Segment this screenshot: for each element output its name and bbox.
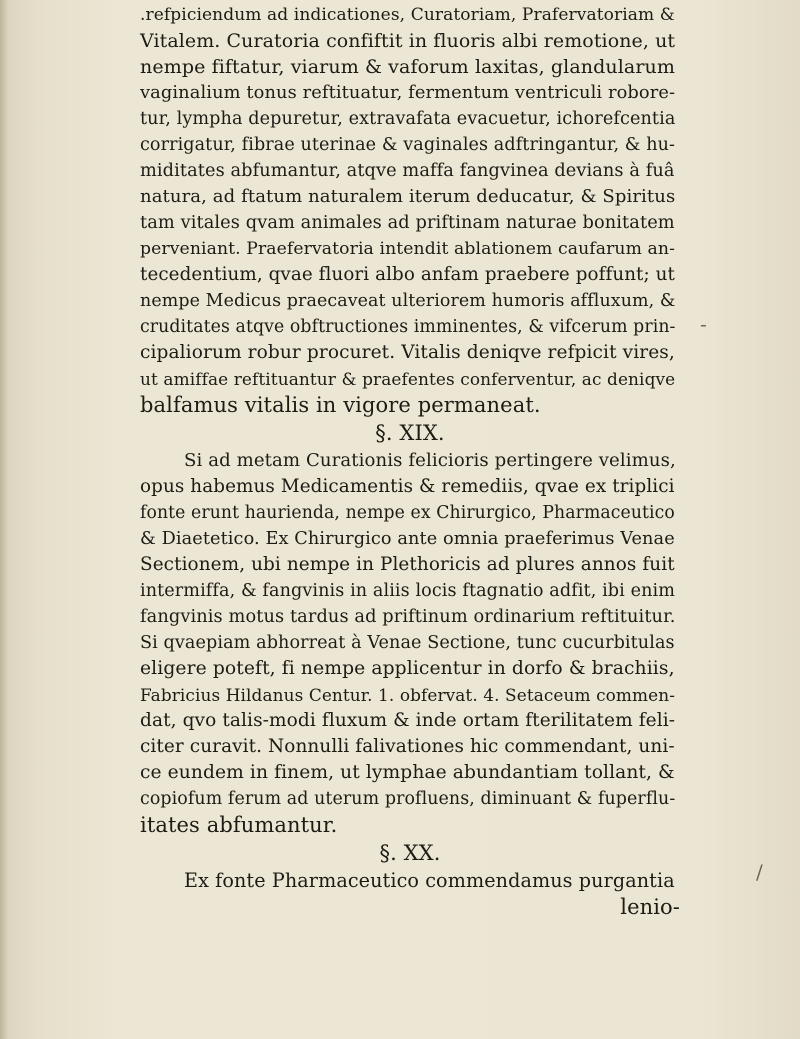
catchword: lenio-: [620, 895, 680, 919]
text-line: ut amiffae reftituantur & praefentes conferventur, ac deniqve: [140, 369, 676, 389]
text-line: natura, ad ftatum naturalem iterum deducatur, & Spiritus: [140, 186, 676, 207]
text-line: perveniant. Praefervatoria intendit ablationem caufarum an-: [140, 239, 676, 259]
section-heading: §. XIX.: [375, 421, 445, 445]
margin-mark: -: [700, 312, 707, 336]
text-line: fangvinis motus tardus ad priftinum ordinarium reftituitur.: [140, 607, 676, 627]
text-line: Sectionem, ubi nempe in Plethoricis ad plures annos fuit: [140, 554, 675, 575]
text-line: cruditates atqve obftructiones imminentes, & vifcerum prin-: [140, 317, 676, 337]
text-line: & Diaetetico. Ex Chirurgico ante omnia praeferimus Venae: [140, 529, 675, 549]
text-line: Si qvaepiam abhorreat à Venae Sectione, tunc cucurbitulas: [140, 633, 675, 653]
text-line: corrigatur, fibrae uterinae & vaginales adftringantur, & hu-: [140, 135, 676, 155]
text-line: .refpiciendum ad indicationes, Curatoriam, Prafervatoriam &: [140, 5, 675, 25]
text-line: fonte erunt haurienda, nempe ex Chirurgico, Pharmaceutico: [140, 503, 675, 523]
text-line: cipaliorum robur procuret. Vitalis deniqve refpicit vires,: [140, 342, 675, 363]
text-line: itates abfumantur.: [140, 813, 338, 837]
text-line: ce eundem in finem, ut lymphae abundantiam tollant, &: [140, 762, 675, 783]
text-line: opus habemus Medicamentis & remediis, qvae ex triplici: [140, 476, 675, 497]
page-edge-shadow: [0, 0, 8, 1039]
text-line: Fabricius Hildanus Centur. 1. obfervat. 4. Setaceum commen-: [140, 685, 676, 705]
paragraph-first-line: Si ad metam Curationis felicioris pertingere velimus,: [184, 450, 676, 471]
margin-mark: /: [756, 860, 763, 884]
text-line: tam vitales qvam animales ad priftinam naturae bonitatem: [140, 213, 675, 233]
text-line: Vitalem. Curatoria confiftit in fluoris albi remotione, ut: [140, 30, 676, 52]
text-line: balfamus vitalis in vigore permaneat.: [140, 393, 541, 417]
text-line: citer curavit. Nonnulli falivationes hic commendant, uni-: [140, 736, 675, 757]
text-line: tur, lympha depuretur, extravafata evacuetur, ichorefcentia: [140, 109, 676, 129]
text-line: nempe fiftatur, viarum & vaforum laxitas, glandularum: [140, 56, 676, 78]
text-line: intermiffa, & fangvinis in aliis locis ftagnatio adfit, ibi enim: [140, 581, 675, 601]
text-line: vaginalium tonus reftituatur, fermentum ventriculi robore-: [140, 82, 676, 103]
text-line: dat, qvo talis-modi fluxum & inde ortam fterilitatem feli-: [140, 710, 676, 731]
paragraph-first-line: Ex fonte Pharmaceutico commendamus purgantia: [184, 869, 675, 892]
section-heading: §. XX.: [379, 841, 441, 865]
text-line: copiofum ferum ad uterum profluens, diminuant & fuperflu-: [140, 789, 676, 809]
text-line: nempe Medicus praecaveat ulteriorem humoris affluxum, &: [140, 291, 676, 311]
text-line: eligere poteft, fi nempe applicentur in dorfo & brachiis,: [140, 658, 675, 679]
text-line: tecedentium, qvae fluori albo anfam praebere poffunt; ut: [140, 264, 675, 285]
text-line: miditates abfumantur, atqve maffa fangvinea devians à fuâ: [140, 161, 675, 181]
